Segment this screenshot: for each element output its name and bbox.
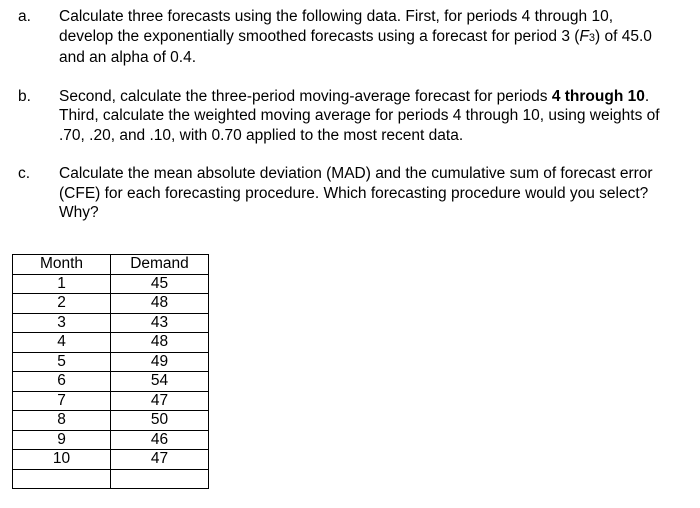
month-cell: 4 [13, 333, 111, 353]
question-b [18, 87, 668, 146]
table-row [13, 333, 209, 353]
question-a-text-part-1: Calculate three forecasts using the following data. First, for periods 4 through 10, develop the exponentially smoothed forecasts using a forecast for period 3 ( [59, 8, 613, 45]
table-row [13, 294, 209, 314]
question-b-letter: b. [18, 87, 31, 105]
month-cell: 3 [13, 313, 111, 333]
table-row [13, 391, 209, 411]
month-header: Month [13, 255, 111, 275]
demand-cell: 50 [111, 411, 209, 431]
question-b-text-part-1: Second, calculate the three-period moving-average forecast for periods [59, 87, 552, 105]
month-cell: 8 [13, 411, 111, 431]
table-row [13, 411, 209, 431]
question-a-letter: a. [18, 8, 31, 25]
empty-month-cell [13, 469, 111, 489]
table-header-row [13, 255, 209, 275]
table-row [13, 352, 209, 372]
table-empty-row [13, 469, 209, 489]
question-b-bold-periods: 4 through 10 [551, 87, 645, 105]
month-cell: 1 [13, 274, 111, 294]
month-cell: 10 [13, 450, 111, 470]
question-c-letter: c. [18, 165, 31, 182]
question-b-text-part-2: . Third, calculate the weighted moving average for periods 4 through 10, using weights of .70, .20, and .10, with 0.70 applied to the most recent data. [59, 87, 660, 144]
month-cell: 5 [13, 352, 111, 372]
demand-cell: 49 [111, 352, 209, 372]
month-cell: 6 [13, 372, 111, 392]
demand-table [12, 254, 209, 489]
forecast-subscript: 3 [588, 31, 596, 44]
table-row [13, 430, 209, 450]
demand-cell: 45 [111, 274, 209, 294]
question-b-text [59, 87, 668, 146]
forecast-symbol: F [579, 27, 589, 45]
table-row [13, 274, 209, 294]
demand-cell: 54 [111, 372, 209, 392]
table-row [13, 372, 209, 392]
demand-cell: 48 [111, 333, 209, 353]
month-cell: 9 [13, 430, 111, 450]
month-cell: 7 [13, 391, 111, 411]
demand-cell: 43 [111, 313, 209, 333]
demand-cell: 48 [111, 294, 209, 314]
demand-cell: 46 [111, 430, 209, 450]
month-cell: 2 [13, 294, 111, 314]
question-a [18, 7, 668, 68]
table-row [13, 450, 209, 470]
question-c-text: Calculate the mean absolute deviation (MAD) and the cumulative sum of forecast error (CFE) for each forecasting procedure. Which forecasting procedure would you select? Why? [59, 165, 653, 221]
question-c [18, 164, 668, 223]
table-row [13, 313, 209, 333]
demand-header: Demand [111, 255, 209, 275]
demand-cell: 47 [111, 450, 209, 470]
empty-demand-cell [111, 469, 209, 489]
question-a-text [59, 7, 668, 68]
question-list [18, 7, 668, 242]
demand-cell: 47 [111, 391, 209, 411]
question-a-text-part-2: ) of 45.0 and an alpha of 0.4. [59, 27, 652, 66]
